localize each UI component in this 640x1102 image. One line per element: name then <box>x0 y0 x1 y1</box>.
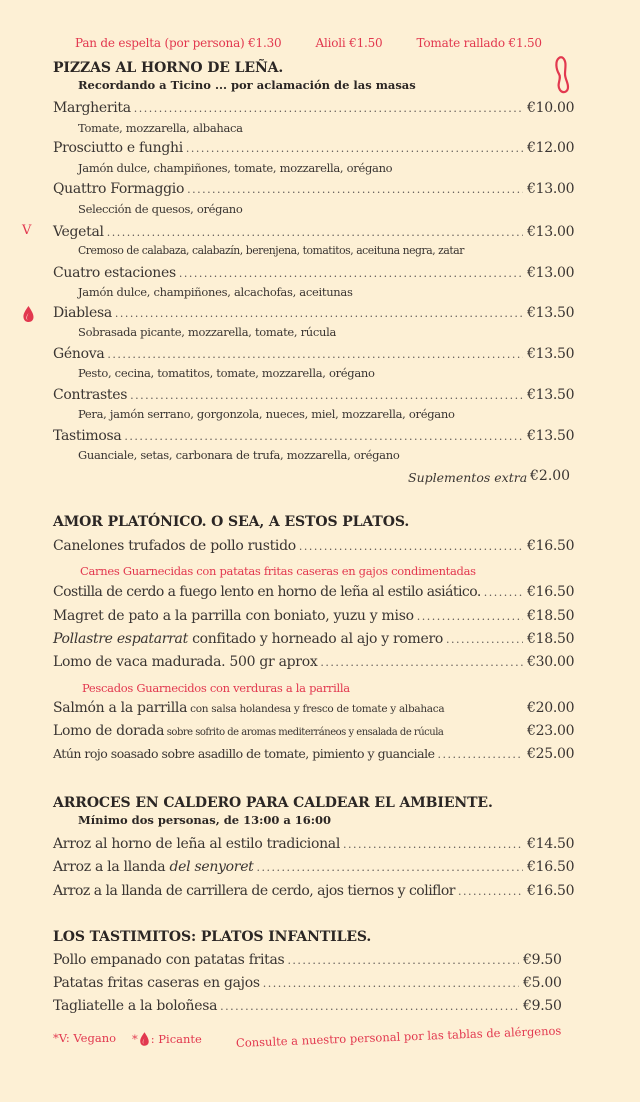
menu-item-lomo-vaca: Lomo de vaca madurada. 500 gr aprox . . . €30.00 <box>53 654 577 670</box>
item-desc: Cremoso de calabaza, calabazín, berenjena, tomatitos, aceituna negra, zatar <box>78 244 464 257</box>
carnes-note: Carnes Guarnecidas con patatas fritas caseras en gajos condimentadas <box>80 564 476 578</box>
menu-item-dorada: Lomo de dorada sobre sofrito de aromas mediterráneos y ensalada de rúcula €23.00 <box>53 723 575 739</box>
legend-spicy: * : Picante <box>132 1032 202 1046</box>
item-desc: Pera, jamón serrano, gorgonzola, nueces, miel, mozzarella, orégano <box>78 407 455 421</box>
menu-item-prosciutto: Prosciutto e funghi . . . €12.00 <box>53 140 577 156</box>
menu-item-atun: Atún rojo soasado sobre asadillo de tomate, pimiento y guanciale . . . €25.00 <box>53 746 577 762</box>
section-title-pizzas: PIZZAS AL HORNO DE LEÑA. <box>53 60 284 76</box>
item-desc: Jamón dulce, champiñones, alcachofas, aceitunas <box>78 285 353 299</box>
flame-icon <box>139 1031 150 1047</box>
item-desc: Selección de quesos, orégano <box>78 202 243 216</box>
menu-item-quattro: Quattro Formaggio . . . €13.00 <box>53 181 577 197</box>
menu-item-arroz-carrillera: Arroz a la llanda de carrillera de cerdo, ajos tiernos y coliflor . . . €16.50 <box>53 883 577 899</box>
extra-tomato: Tomate rallado €1.50 <box>416 36 542 50</box>
menu-item-genova: Génova . . . €13.50 <box>53 346 577 362</box>
menu-item-salmon: Salmón a la parrilla con salsa holandesa y fresco de tomate y albahaca €20.00 <box>53 700 575 716</box>
menu-item-patatas: Patatas fritas caseras en gajos . . . €5.00 <box>53 975 573 991</box>
menu-item-arroz-horno: Arroz al horno de leña al estilo tradicional . . . €14.50 <box>53 836 577 852</box>
section-title-amor: AMOR PLATÓNICO. O SEA, A ESTOS PLATOS. <box>53 514 410 530</box>
flame-icon <box>22 305 35 323</box>
menu-item-canelones: Canelones trufados de pollo rustido . . . €16.50 <box>53 538 577 554</box>
item-desc: Tomate, mozzarella, albahaca <box>78 121 243 135</box>
extra-alioli: Alioli €1.50 <box>315 36 383 50</box>
menu-item-pollo: Pollo empanado con patatas fritas . . . €9.50 <box>53 952 573 968</box>
menu-item-arroz-senyoret: Arroz a la llanda del senyoret . . . €16.50 <box>53 859 577 875</box>
menu-item-contrastes: Contrastes . . . €13.50 <box>53 387 577 403</box>
supplements-price: €2.00 <box>530 468 571 484</box>
section-subtitle-arroces: Mínimo dos personas, de 13:00 a 16:00 <box>78 813 332 827</box>
item-desc: Pesto, cecina, tomatitos, tomate, mozzarella, orégano <box>78 366 375 380</box>
legend-vegan: *V: Vegano <box>53 1031 117 1045</box>
section-title-infantiles: LOS TASTIMITOS: PLATOS INFANTILES. <box>53 929 372 945</box>
menu-item-margherita: Margherita . . . €10.00 <box>53 100 577 116</box>
item-desc: Sobrasada picante, mozzarella, tomate, rúcula <box>78 325 337 339</box>
item-desc: Guanciale, setas, carbonara de trufa, mozzarella, orégano <box>78 448 400 462</box>
menu-item-costilla: Costilla de cerdo a fuego lento en horno de leña al estilo asiático. . . . €16.50 <box>53 584 577 600</box>
extras-bar <box>75 36 542 50</box>
allergens-note: Consulte a nuestro personal por las tablas de alérgenos <box>235 1023 562 1050</box>
menu-item-tagliatelle: Tagliatelle a la boloñesa . . . €9.50 <box>53 998 573 1014</box>
extra-bread: Pan de espelta (por persona) €1.30 <box>75 36 282 50</box>
menu-item-magret: Magret de pato a la parrilla con boniato, yuzu y miso . . . €18.50 <box>53 608 577 624</box>
vegan-marker: V <box>22 223 32 238</box>
supplements-label: Suplementos extra <box>408 470 528 485</box>
menu-item-vegetal: Vegetal . . . €13.00 <box>53 224 577 240</box>
menu-item-cuatro-estaciones: Cuatro estaciones . . . €13.00 <box>53 265 577 281</box>
chili-outline-icon <box>553 55 573 95</box>
menu-item-pollastre: Pollastre espatarrat confitado y horneado al ajo y romero . . . €18.50 <box>53 631 577 647</box>
menu-item-diablesa: Diablesa . . . €13.50 <box>53 305 577 321</box>
pescados-note: Pescados Guarnecidos con verduras a la parrilla <box>82 681 350 695</box>
menu-item-tastimosa: Tastimosa . . . €13.50 <box>53 428 577 444</box>
item-desc: Jamón dulce, champiñones, tomate, mozzarella, orégano <box>78 161 393 175</box>
section-subtitle-pizzas: Recordando a Ticino ... por aclamación de las masas <box>78 78 416 92</box>
section-title-arroces: ARROCES EN CALDERO PARA CALDEAR EL AMBIENTE. <box>53 795 493 811</box>
